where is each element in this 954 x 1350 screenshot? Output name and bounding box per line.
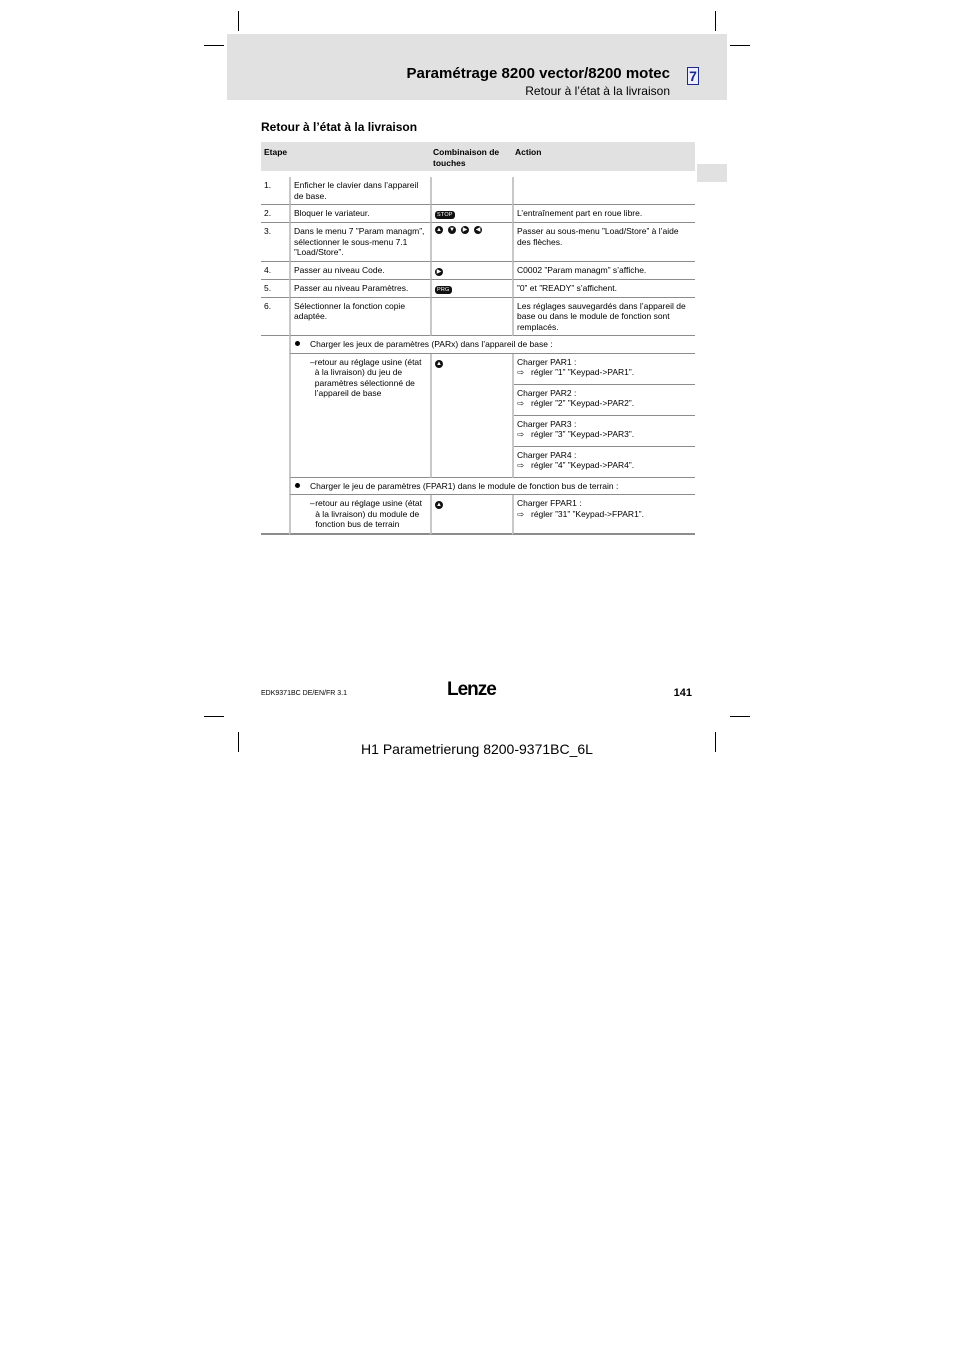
table-row [261,262,695,280]
arrow-icon: ⇨ [517,429,525,439]
arrow-icon: ⇨ [517,367,525,377]
action-text: L’entraînement part en roue libre. [512,205,695,223]
key-cell [430,205,512,223]
key-cell [430,177,512,205]
side-tab-marker [697,164,727,182]
chapter-title: Paramétrage 8200 vector/8200 motec [406,65,670,82]
action-title: Charger PAR2 : [517,387,577,398]
action-text: C0002 ”Param managm” s’affiche. [512,262,695,280]
chapter-subtitle: Retour à l’état à la livraison [525,84,670,98]
action-block [514,385,695,416]
right-key-icon: ▶ [462,227,468,233]
action-block [514,416,695,447]
up-key-icon: ▲ [436,502,442,508]
action-title: Charger PAR4 : [517,449,577,460]
dash-item: – retour au réglage usine (état à la livraison) du module de fonction bus de terrain [289,495,430,535]
table-row [261,336,695,354]
left-key-icon: ◀ [475,227,481,233]
stop-key-icon: STOP [437,212,453,218]
procedure-table [261,142,695,535]
action-text: Passer au sous-menu ”Load/Store” à l’aide des flèches. [512,223,695,262]
chapter-number-badge: 7 [687,67,699,85]
action-cell [512,354,695,478]
doc-id: EDK9371BC DE/EN/FR 3.1 [261,690,347,697]
bullet-icon [295,483,300,488]
lenze-logo: Lenze [447,679,496,700]
table-header-row [261,142,695,171]
action-detail: régler ”2” ”Keypad->PAR2”. [531,398,635,408]
table-row [261,177,695,205]
step-number: 3. [261,223,289,262]
table-row [261,223,695,262]
key-cell [430,495,512,535]
table-row [261,298,695,337]
action-detail: régler ”3” ”Keypad->PAR3”. [531,429,635,439]
table-row [261,205,695,223]
step-text: Passer au niveau Code. [289,262,430,280]
bullet-icon [295,341,300,346]
up-key-icon: ▲ [436,360,442,367]
action-detail: régler ”1” ”Keypad->PAR1”. [531,367,635,377]
action-text: Les réglages sauvegardés dans l’appareil de base ou dans le module de fonction sont remplacés. [512,298,695,337]
crop-mark [730,45,750,46]
table-row [261,478,695,496]
right-key-icon: ▶ [436,268,442,275]
header-step: Etape [261,142,430,171]
crop-mark [730,716,750,717]
key-cell [430,280,512,298]
step-number: 2. [261,205,289,223]
bullet-item [289,336,695,354]
arrow-icon: ⇨ [517,398,525,408]
header-keys: Combinaison de touches [430,142,512,171]
down-key-icon: ▼ [449,227,455,233]
action-text [512,177,695,205]
header-action: Action [512,142,695,171]
action-text: ”0” et ”READY” s’affichent. [512,280,695,298]
key-cell [430,354,512,478]
section-title: Retour à l’état à la livraison [261,120,418,134]
bullet-item [289,478,695,496]
prg-key-icon: PRG [437,286,450,293]
up-key-icon: ▲ [436,227,442,233]
step-number: 1. [261,177,289,205]
table-row [261,354,695,478]
page-number: 141 [673,687,692,699]
arrow-icon: ⇨ [517,508,525,519]
crop-mark [204,716,224,717]
table-row [261,495,695,535]
step-text: Passer au niveau Paramètres. [289,280,430,298]
dash-text: retour au réglage usine (état à la livraison) du module de fonction bus de terrain [315,498,423,529]
crop-mark [204,45,224,46]
dash-item: – retour au réglage usine (état à la livraison) du jeu de paramètres sélectionné de l’appareil de base [289,354,430,478]
action-title: Charger PAR1 : [517,356,577,367]
arrow-icon: ⇨ [517,460,525,470]
table-row [261,280,695,298]
bullet-text: Charger le jeu de paramètres (FPAR1) dans le module de fonction bus de terrain : [310,480,619,491]
crop-mark [715,11,716,31]
step-text: Sélectionner la fonction copie adaptée. [289,298,430,337]
step-text: Bloquer le variateur. [289,205,430,223]
action-detail: régler ”4” ”Keypad->PAR4”. [531,460,635,470]
action-cell [512,495,695,535]
step-number: 4. [261,262,289,280]
action-block [514,447,695,477]
key-cell [430,223,512,262]
document-caption: H1 Parametrierung 8200-9371BC_6L [361,741,593,757]
dash-text: retour au réglage usine (état à la livraison) du jeu de paramètres sélectionné de l’appareil de base [314,356,422,398]
action-title: Charger FPAR1 : [517,498,582,508]
key-cell [430,298,512,337]
step-text: Dans le menu 7 ”Param managm”, sélectionner le sous-menu 7.1 ”Load/Store”. [289,223,430,262]
bullet-text: Charger les jeux de paramètres (PARx) dans l’appareil de base : [310,339,553,349]
action-title: Charger PAR3 : [517,418,577,429]
step-text: Enficher le clavier dans l’appareil de base. [289,177,430,205]
step-number: 6. [261,298,289,337]
crop-mark [238,11,239,31]
step-number: 5. [261,280,289,298]
action-detail: régler ”31” ”Keypad->FPAR1”. [531,508,644,519]
key-cell [430,262,512,280]
action-block [514,354,695,385]
